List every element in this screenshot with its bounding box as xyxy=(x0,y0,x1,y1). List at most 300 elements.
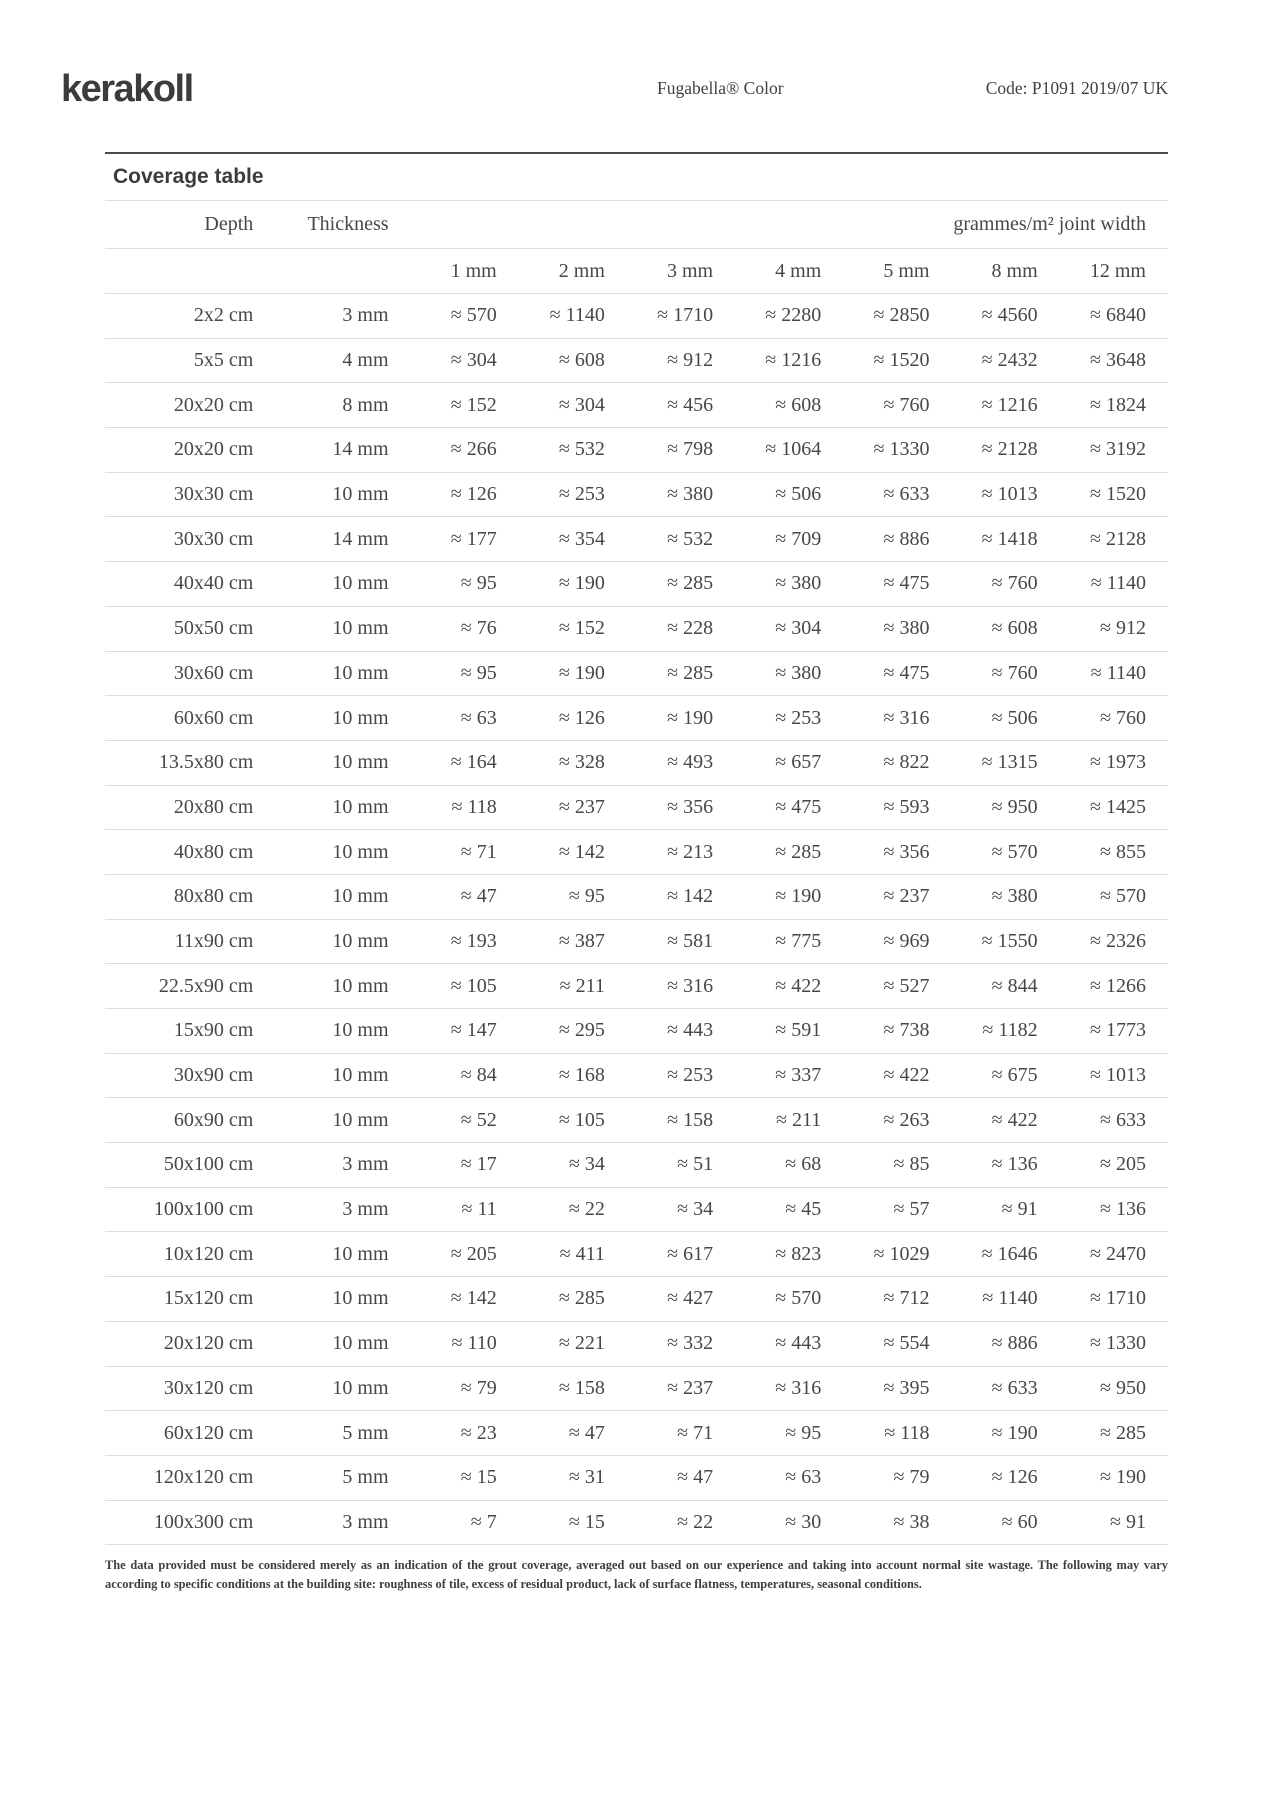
depth-cell: 30x120 cm xyxy=(163,1376,254,1399)
coverage-value-cell: ≈ 95 xyxy=(460,572,497,595)
thickness-cell: 10 mm xyxy=(332,1332,389,1355)
coverage-value-cell: ≈ 475 xyxy=(883,661,930,684)
coverage-table xyxy=(105,200,1168,1545)
coverage-value-cell: ≈ 1710 xyxy=(657,304,714,327)
coverage-value-cell: ≈ 1140 xyxy=(549,304,605,327)
coverage-value-cell: ≈ 411 xyxy=(559,1242,605,1265)
coverage-value-cell: ≈ 1520 xyxy=(873,349,930,372)
coverage-value-cell: ≈ 427 xyxy=(667,1287,714,1310)
table-row xyxy=(105,338,1168,383)
table-row xyxy=(105,1053,1168,1098)
thickness-cell: 10 mm xyxy=(332,929,389,952)
depth-cell: 20x20 cm xyxy=(173,393,254,416)
table-header-row xyxy=(105,201,1168,249)
coverage-value-cell: ≈ 295 xyxy=(558,1019,605,1042)
table-row xyxy=(105,1366,1168,1411)
joint-width-header: 5 mm xyxy=(883,259,930,282)
coverage-value-cell: ≈ 177 xyxy=(450,527,497,550)
coverage-value-cell: ≈ 45 xyxy=(785,1198,822,1221)
coverage-value-cell: ≈ 193 xyxy=(450,929,497,952)
coverage-value-cell: ≈ 506 xyxy=(991,706,1038,729)
depth-cell: 13.5x80 cm xyxy=(158,751,254,774)
thickness-cell: 10 mm xyxy=(332,885,389,908)
coverage-value-cell: ≈ 95 xyxy=(460,661,497,684)
thickness-cell: 5 mm xyxy=(342,1421,389,1444)
coverage-value-cell: ≈ 190 xyxy=(667,706,714,729)
coverage-value-cell: ≈ 532 xyxy=(667,527,714,550)
thickness-cell: 10 mm xyxy=(332,661,389,684)
coverage-value-cell: ≈ 328 xyxy=(558,751,605,774)
table-row xyxy=(105,1321,1168,1366)
coverage-value-cell: ≈ 2470 xyxy=(1090,1242,1146,1265)
coverage-value-cell: ≈ 380 xyxy=(775,572,822,595)
coverage-value-cell: ≈ 1330 xyxy=(873,438,930,461)
coverage-value-cell: ≈ 1140 xyxy=(1090,572,1146,595)
table-title: Coverage table xyxy=(113,165,264,188)
table-row xyxy=(105,517,1168,562)
depth-cell: 50x50 cm xyxy=(173,617,254,640)
coverage-value-cell: ≈ 190 xyxy=(558,572,605,595)
depth-cell: 120x120 cm xyxy=(153,1466,254,1489)
document-header xyxy=(0,0,1273,152)
coverage-value-cell: ≈ 633 xyxy=(1100,1108,1146,1131)
coverage-value-cell: ≈ 1140 xyxy=(982,1287,1038,1310)
coverage-value-cell: ≈ 456 xyxy=(667,393,714,416)
coverage-value-cell: ≈ 1140 xyxy=(1090,661,1146,684)
table-row xyxy=(105,1098,1168,1143)
coverage-value-cell: ≈ 823 xyxy=(775,1242,822,1265)
table-row xyxy=(105,428,1168,473)
coverage-value-cell: ≈ 712 xyxy=(883,1287,930,1310)
coverage-value-cell: ≈ 71 xyxy=(460,840,497,863)
depth-column-header: Depth xyxy=(204,213,254,235)
coverage-value-cell: ≈ 593 xyxy=(883,795,930,818)
thickness-cell: 8 mm xyxy=(342,393,389,416)
coverage-value-cell: ≈ 118 xyxy=(451,795,497,818)
table-row xyxy=(105,1500,1168,1545)
coverage-value-cell: ≈ 7 xyxy=(470,1510,497,1533)
depth-cell: 100x100 cm xyxy=(153,1198,254,1221)
coverage-value-cell: ≈ 228 xyxy=(667,617,714,640)
coverage-value-cell: ≈ 34 xyxy=(677,1198,714,1221)
table-row xyxy=(105,1143,1168,1188)
coverage-value-cell: ≈ 443 xyxy=(775,1332,822,1355)
coverage-value-cell: ≈ 738 xyxy=(883,1019,930,1042)
coverage-value-cell: ≈ 633 xyxy=(883,483,930,506)
thickness-column-header: Thickness xyxy=(307,213,389,235)
coverage-value-cell: ≈ 142 xyxy=(558,840,605,863)
coverage-value-cell: ≈ 1266 xyxy=(1090,974,1146,997)
coverage-value-cell: ≈ 844 xyxy=(991,974,1038,997)
coverage-value-cell: ≈ 1216 xyxy=(765,349,822,372)
depth-cell: 60x120 cm xyxy=(163,1421,254,1444)
coverage-value-cell: ≈ 395 xyxy=(883,1376,930,1399)
coverage-value-cell: ≈ 285 xyxy=(775,840,822,863)
coverage-value-cell: ≈ 591 xyxy=(775,1019,822,1042)
table-row xyxy=(105,1009,1168,1054)
grammes-group-header: grammes/m² joint width xyxy=(953,213,1146,235)
coverage-value-cell: ≈ 354 xyxy=(558,527,605,550)
depth-cell: 60x90 cm xyxy=(173,1108,254,1131)
coverage-value-cell: ≈ 136 xyxy=(1100,1198,1146,1221)
coverage-value-cell: ≈ 31 xyxy=(568,1466,605,1489)
coverage-value-cell: ≈ 608 xyxy=(775,393,822,416)
depth-cell: 30x60 cm xyxy=(173,661,254,684)
empty-cell xyxy=(275,249,410,294)
coverage-value-cell: ≈ 675 xyxy=(991,1064,1038,1087)
coverage-value-cell: ≈ 1064 xyxy=(765,438,822,461)
depth-cell: 30x90 cm xyxy=(173,1064,254,1087)
coverage-value-cell: ≈ 266 xyxy=(450,438,497,461)
coverage-value-cell: ≈ 1973 xyxy=(1090,751,1146,774)
coverage-value-cell: ≈ 221 xyxy=(558,1332,605,1355)
coverage-value-cell: ≈ 633 xyxy=(991,1376,1038,1399)
thickness-cell: 10 mm xyxy=(332,706,389,729)
coverage-value-cell: ≈ 84 xyxy=(460,1064,497,1087)
coverage-value-cell: ≈ 760 xyxy=(1100,706,1146,729)
coverage-value-cell: ≈ 760 xyxy=(991,661,1038,684)
depth-cell: 50x100 cm xyxy=(163,1153,254,1176)
table-row xyxy=(105,785,1168,830)
table-row xyxy=(105,740,1168,785)
depth-cell: 22.5x90 cm xyxy=(158,974,254,997)
coverage-value-cell: ≈ 1216 xyxy=(981,393,1038,416)
coverage-value-cell: ≈ 950 xyxy=(991,795,1038,818)
table-row xyxy=(105,1232,1168,1277)
coverage-value-cell: ≈ 263 xyxy=(883,1108,930,1131)
depth-cell: 5x5 cm xyxy=(193,349,254,372)
coverage-value-cell: ≈ 581 xyxy=(667,929,714,952)
coverage-value-cell: ≈ 147 xyxy=(450,1019,497,1042)
coverage-value-cell: ≈ 164 xyxy=(450,751,497,774)
thickness-cell: 14 mm xyxy=(332,527,389,550)
coverage-value-cell: ≈ 285 xyxy=(558,1287,605,1310)
thickness-cell: 14 mm xyxy=(332,438,389,461)
coverage-value-cell: ≈ 63 xyxy=(785,1466,822,1489)
depth-cell: 40x40 cm xyxy=(173,572,254,595)
coverage-value-cell: ≈ 213 xyxy=(667,840,714,863)
thickness-cell: 3 mm xyxy=(342,1510,389,1533)
table-row xyxy=(105,919,1168,964)
coverage-value-cell: ≈ 380 xyxy=(775,661,822,684)
coverage-value-cell: ≈ 152 xyxy=(450,393,497,416)
coverage-value-cell: ≈ 950 xyxy=(1100,1376,1146,1399)
coverage-value-cell: ≈ 142 xyxy=(667,885,714,908)
thickness-cell: 10 mm xyxy=(332,1064,389,1087)
table-row xyxy=(105,1277,1168,1322)
thickness-cell: 10 mm xyxy=(332,1287,389,1310)
coverage-value-cell: ≈ 15 xyxy=(460,1466,497,1489)
coverage-value-cell: ≈ 1425 xyxy=(1090,795,1146,818)
depth-cell: 10x120 cm xyxy=(163,1242,254,1265)
coverage-value-cell: ≈ 304 xyxy=(558,393,605,416)
coverage-value-cell: ≈ 1029 xyxy=(873,1242,930,1265)
coverage-value-cell: ≈ 285 xyxy=(1100,1421,1146,1444)
coverage-value-cell: ≈ 822 xyxy=(883,751,930,774)
joint-width-header: 8 mm xyxy=(991,259,1038,282)
thickness-cell: 10 mm xyxy=(332,751,389,774)
coverage-value-cell: ≈ 168 xyxy=(558,1064,605,1087)
depth-cell: 2x2 cm xyxy=(193,304,254,327)
coverage-value-cell: ≈ 912 xyxy=(1100,617,1146,640)
coverage-value-cell: ≈ 332 xyxy=(667,1332,714,1355)
coverage-value-cell: ≈ 91 xyxy=(1110,1510,1146,1533)
depth-cell: 11x90 cm xyxy=(174,929,254,952)
coverage-value-cell: ≈ 1013 xyxy=(1090,1064,1146,1087)
coverage-value-cell: ≈ 4560 xyxy=(981,304,1038,327)
thickness-cell: 3 mm xyxy=(342,1198,389,1221)
coverage-value-cell: ≈ 253 xyxy=(667,1064,714,1087)
coverage-value-cell: ≈ 316 xyxy=(775,1376,822,1399)
coverage-value-cell: ≈ 775 xyxy=(775,929,822,952)
coverage-value-cell: ≈ 142 xyxy=(450,1287,497,1310)
joint-width-header: 1 mm xyxy=(450,259,497,282)
coverage-value-cell: ≈ 506 xyxy=(775,483,822,506)
coverage-value-cell: ≈ 493 xyxy=(667,751,714,774)
coverage-value-cell: ≈ 1824 xyxy=(1090,393,1146,416)
coverage-value-cell: ≈ 253 xyxy=(775,706,822,729)
thickness-cell: 10 mm xyxy=(332,974,389,997)
footnote: The data provided must be considered merely as an indication of the grout coverage, averaged out based on our experience and taking into account normal site wastage. The following may vary according to specific conditions at the building site: roughness of tile, excess of residual product, lack of surface flatness, temperatures, seasonal conditions. xyxy=(105,1558,1168,1592)
table-row xyxy=(105,830,1168,875)
coverage-value-cell: ≈ 253 xyxy=(558,483,605,506)
joint-width-header: 4 mm xyxy=(775,259,822,282)
page-content xyxy=(105,152,1168,1595)
coverage-value-cell: ≈ 380 xyxy=(883,617,930,640)
coverage-value-cell: ≈ 76 xyxy=(460,617,497,640)
coverage-value-cell: ≈ 60 xyxy=(1001,1510,1038,1533)
coverage-value-cell: ≈ 608 xyxy=(558,349,605,372)
empty-cell xyxy=(105,249,275,294)
coverage-value-cell: ≈ 760 xyxy=(991,572,1038,595)
coverage-value-cell: ≈ 79 xyxy=(460,1376,497,1399)
coverage-value-cell: ≈ 570 xyxy=(450,304,497,327)
coverage-value-cell: ≈ 969 xyxy=(883,929,930,952)
joint-width-header-row xyxy=(105,249,1168,294)
coverage-value-cell: ≈ 443 xyxy=(667,1019,714,1042)
thickness-cell: 10 mm xyxy=(332,1376,389,1399)
thickness-cell: 3 mm xyxy=(342,1153,389,1176)
coverage-value-cell: ≈ 356 xyxy=(667,795,714,818)
table-row xyxy=(105,606,1168,651)
coverage-value-cell: ≈ 855 xyxy=(1100,840,1146,863)
thickness-cell: 4 mm xyxy=(342,349,389,372)
coverage-value-cell: ≈ 47 xyxy=(460,885,497,908)
coverage-value-cell: ≈ 51 xyxy=(677,1153,714,1176)
coverage-value-cell: ≈ 126 xyxy=(450,483,497,506)
thickness-cell: 10 mm xyxy=(332,483,389,506)
coverage-value-cell: ≈ 760 xyxy=(883,393,930,416)
coverage-value-cell: ≈ 6840 xyxy=(1090,304,1146,327)
coverage-value-cell: ≈ 570 xyxy=(775,1287,822,1310)
coverage-value-cell: ≈ 886 xyxy=(883,527,930,550)
coverage-value-cell: ≈ 912 xyxy=(667,349,714,372)
coverage-value-cell: ≈ 1315 xyxy=(981,751,1038,774)
coverage-value-cell: ≈ 22 xyxy=(568,1198,605,1221)
table-row xyxy=(105,294,1168,339)
table-row xyxy=(105,472,1168,517)
thickness-cell: 10 mm xyxy=(332,1242,389,1265)
coverage-value-cell: ≈ 1330 xyxy=(1090,1332,1146,1355)
coverage-value-cell: ≈ 126 xyxy=(991,1466,1038,1489)
coverage-value-cell: ≈ 798 xyxy=(667,438,714,461)
coverage-value-cell: ≈ 68 xyxy=(785,1153,822,1176)
coverage-value-cell: ≈ 91 xyxy=(1001,1198,1038,1221)
thickness-cell: 10 mm xyxy=(332,1019,389,1042)
coverage-value-cell: ≈ 532 xyxy=(558,438,605,461)
coverage-value-cell: ≈ 237 xyxy=(883,885,930,908)
coverage-value-cell: ≈ 1773 xyxy=(1090,1019,1146,1042)
table-row xyxy=(105,562,1168,607)
coverage-value-cell: ≈ 527 xyxy=(883,974,930,997)
coverage-value-cell: ≈ 30 xyxy=(785,1510,822,1533)
coverage-value-cell: ≈ 23 xyxy=(460,1421,497,1444)
coverage-value-cell: ≈ 2432 xyxy=(981,349,1038,372)
coverage-value-cell: ≈ 95 xyxy=(785,1421,822,1444)
coverage-value-cell: ≈ 11 xyxy=(461,1198,497,1221)
coverage-value-cell: ≈ 118 xyxy=(884,1421,930,1444)
depth-cell: 80x80 cm xyxy=(173,885,254,908)
coverage-value-cell: ≈ 285 xyxy=(667,661,714,684)
coverage-value-cell: ≈ 52 xyxy=(460,1108,497,1131)
thickness-cell: 10 mm xyxy=(332,617,389,640)
coverage-value-cell: ≈ 2128 xyxy=(1090,527,1146,550)
coverage-value-cell: ≈ 211 xyxy=(776,1108,822,1131)
thickness-cell: 10 mm xyxy=(332,1108,389,1131)
coverage-value-cell: ≈ 1013 xyxy=(981,483,1038,506)
coverage-value-cell: ≈ 617 xyxy=(667,1242,714,1265)
joint-width-header: 12 mm xyxy=(1089,259,1146,282)
coverage-value-cell: ≈ 15 xyxy=(568,1510,605,1533)
coverage-value-cell: ≈ 205 xyxy=(450,1242,497,1265)
depth-cell: 100x300 cm xyxy=(153,1510,254,1533)
coverage-value-cell: ≈ 2280 xyxy=(765,304,822,327)
document-code: Code: P1091 2019/07 UK xyxy=(985,78,1168,98)
thickness-cell: 5 mm xyxy=(342,1466,389,1489)
coverage-value-cell: ≈ 356 xyxy=(883,840,930,863)
coverage-value-cell: ≈ 1182 xyxy=(982,1019,1038,1042)
coverage-value-cell: ≈ 387 xyxy=(558,929,605,952)
coverage-value-cell: ≈ 422 xyxy=(883,1064,930,1087)
coverage-value-cell: ≈ 34 xyxy=(568,1153,605,1176)
coverage-value-cell: ≈ 105 xyxy=(558,1108,605,1131)
coverage-value-cell: ≈ 608 xyxy=(991,617,1038,640)
coverage-value-cell: ≈ 657 xyxy=(775,751,822,774)
coverage-value-cell: ≈ 285 xyxy=(667,572,714,595)
coverage-value-cell: ≈ 2128 xyxy=(981,438,1038,461)
coverage-value-cell: ≈ 1418 xyxy=(981,527,1038,550)
thickness-cell: 3 mm xyxy=(342,304,389,327)
table-row xyxy=(105,874,1168,919)
table-row xyxy=(105,651,1168,696)
coverage-value-cell: ≈ 422 xyxy=(775,974,822,997)
joint-width-header: 2 mm xyxy=(558,259,605,282)
depth-cell: 30x30 cm xyxy=(173,483,254,506)
coverage-value-cell: ≈ 570 xyxy=(991,840,1038,863)
coverage-value-cell: ≈ 47 xyxy=(568,1421,605,1444)
coverage-value-cell: ≈ 237 xyxy=(558,795,605,818)
table-row xyxy=(105,964,1168,1009)
coverage-value-cell: ≈ 158 xyxy=(558,1376,605,1399)
coverage-value-cell: ≈ 1550 xyxy=(981,929,1038,952)
product-name: Fugabella® Color xyxy=(657,78,784,98)
coverage-value-cell: ≈ 79 xyxy=(893,1466,930,1489)
coverage-value-cell: ≈ 3192 xyxy=(1090,438,1146,461)
depth-cell: 40x80 cm xyxy=(173,840,254,863)
coverage-value-cell: ≈ 1710 xyxy=(1090,1287,1146,1310)
kerakoll-logo: kerakoll xyxy=(61,68,193,110)
coverage-value-cell: ≈ 475 xyxy=(775,795,822,818)
coverage-value-cell: ≈ 237 xyxy=(667,1376,714,1399)
coverage-value-cell: ≈ 22 xyxy=(677,1510,714,1533)
coverage-value-cell: ≈ 71 xyxy=(677,1421,714,1444)
coverage-value-cell: ≈ 709 xyxy=(775,527,822,550)
coverage-value-cell: ≈ 211 xyxy=(559,974,605,997)
depth-cell: 20x120 cm xyxy=(163,1332,254,1355)
coverage-value-cell: ≈ 205 xyxy=(1100,1153,1146,1176)
depth-cell: 60x60 cm xyxy=(173,706,254,729)
coverage-value-cell: ≈ 2850 xyxy=(873,304,930,327)
coverage-value-cell: ≈ 1520 xyxy=(1090,483,1146,506)
coverage-value-cell: ≈ 380 xyxy=(991,885,1038,908)
coverage-value-cell: ≈ 38 xyxy=(893,1510,930,1533)
coverage-value-cell: ≈ 57 xyxy=(893,1198,930,1221)
coverage-value-cell: ≈ 190 xyxy=(1100,1466,1146,1489)
depth-cell: 15x90 cm xyxy=(173,1019,254,1042)
depth-cell: 30x30 cm xyxy=(173,527,254,550)
depth-cell: 20x80 cm xyxy=(173,795,254,818)
coverage-value-cell: ≈ 95 xyxy=(568,885,605,908)
coverage-value-cell: ≈ 17 xyxy=(460,1153,497,1176)
coverage-value-cell: ≈ 3648 xyxy=(1090,349,1146,372)
coverage-value-cell: ≈ 63 xyxy=(460,706,497,729)
coverage-value-cell: ≈ 304 xyxy=(775,617,822,640)
table-row xyxy=(105,1187,1168,1232)
coverage-value-cell: ≈ 1646 xyxy=(981,1242,1038,1265)
coverage-value-cell: ≈ 190 xyxy=(991,1421,1038,1444)
coverage-value-cell: ≈ 190 xyxy=(775,885,822,908)
thickness-cell: 10 mm xyxy=(332,840,389,863)
coverage-value-cell: ≈ 316 xyxy=(667,974,714,997)
depth-cell: 15x120 cm xyxy=(163,1287,254,1310)
coverage-value-cell: ≈ 158 xyxy=(667,1108,714,1131)
coverage-value-cell: ≈ 380 xyxy=(667,483,714,506)
coverage-value-cell: ≈ 190 xyxy=(558,661,605,684)
table-row xyxy=(105,383,1168,428)
coverage-value-cell: ≈ 2326 xyxy=(1090,929,1146,952)
depth-cell: 20x20 cm xyxy=(173,438,254,461)
coverage-value-cell: ≈ 337 xyxy=(775,1064,822,1087)
coverage-value-cell: ≈ 136 xyxy=(991,1153,1038,1176)
coverage-value-cell: ≈ 316 xyxy=(883,706,930,729)
joint-width-header: 3 mm xyxy=(666,259,714,282)
coverage-value-cell: ≈ 475 xyxy=(883,572,930,595)
table-row xyxy=(105,1455,1168,1500)
coverage-value-cell: ≈ 152 xyxy=(558,617,605,640)
coverage-value-cell: ≈ 886 xyxy=(991,1332,1038,1355)
coverage-value-cell: ≈ 304 xyxy=(450,349,497,372)
coverage-value-cell: ≈ 554 xyxy=(883,1332,930,1355)
coverage-value-cell: ≈ 105 xyxy=(450,974,497,997)
coverage-value-cell: ≈ 110 xyxy=(451,1332,497,1355)
table-row xyxy=(105,1411,1168,1456)
thickness-cell: 10 mm xyxy=(332,795,389,818)
table-row xyxy=(105,696,1168,741)
coverage-value-cell: ≈ 422 xyxy=(991,1108,1038,1131)
coverage-value-cell: ≈ 47 xyxy=(677,1466,714,1489)
coverage-value-cell: ≈ 126 xyxy=(558,706,605,729)
coverage-value-cell: ≈ 85 xyxy=(893,1153,930,1176)
